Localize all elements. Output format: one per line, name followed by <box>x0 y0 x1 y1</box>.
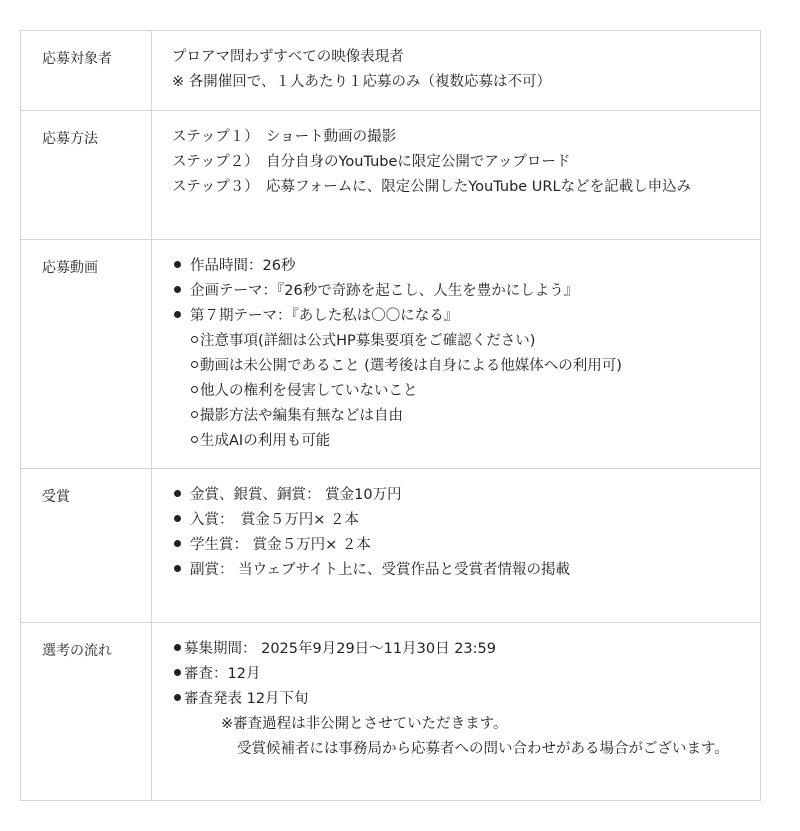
row-content <box>152 111 760 239</box>
bullet-icon <box>174 540 181 547</box>
row-label: 応募動画 <box>21 240 152 468</box>
bullet-text: 審査：12月 <box>184 666 261 682</box>
circle-bullet-icon <box>191 411 198 418</box>
bullet-text: 募集期間： 2025年9月29日〜11月30日 23:59 <box>184 641 496 657</box>
bullet-item <box>172 508 734 533</box>
bullet-item <box>172 662 734 687</box>
bullet-item <box>172 533 734 558</box>
step-line: ステップ３） 応募フォームに、限定公開したYouTube URLなどを記載し申込み <box>172 179 692 195</box>
row-video-requirements <box>21 239 760 468</box>
row-content <box>152 469 760 622</box>
bullet-item <box>172 279 734 304</box>
bullet-text: 副賞： 当ウェブサイト上に、受賞作品と受賞者情報の掲載 <box>190 562 571 578</box>
bullet-text: 作品時間：26秒 <box>190 258 296 274</box>
bullet-item <box>172 304 734 329</box>
step-line: ステップ２） 自分自身のYouTubeに限定公開でアップロード <box>172 154 571 170</box>
row-label: 応募対象者 <box>21 31 152 110</box>
sub-item-text: 撮影方法や編集有無などは自由 <box>200 408 403 424</box>
bullet-text: 企画テーマ：『26秒で奇跡を起こし、人生を豊かにしよう』 <box>190 283 579 299</box>
bullet-icon <box>174 515 181 522</box>
row-label: 応募方法 <box>21 111 152 239</box>
sub-item <box>172 429 734 454</box>
bullet-item <box>172 687 734 712</box>
sub-item <box>172 329 734 354</box>
sub-item <box>172 379 734 404</box>
bullet-icon <box>174 286 181 293</box>
sub-item-text: 生成AIの利用も可能 <box>200 433 331 449</box>
row-application-method <box>21 110 760 239</box>
row-content <box>152 623 760 800</box>
details-table <box>20 30 761 801</box>
bullet-icon <box>174 669 181 676</box>
circle-bullet-icon <box>191 361 198 368</box>
bullet-text: 入賞： 賞金５万円× ２本 <box>190 512 360 528</box>
bullet-icon <box>174 565 181 572</box>
bullet-text: 審査発表 12月下旬 <box>184 691 309 707</box>
row-selection-flow <box>21 622 760 800</box>
circle-bullet-icon <box>191 386 198 393</box>
bullet-icon <box>174 644 181 651</box>
row-eligibility <box>21 31 760 110</box>
bullet-text: 第７期テーマ：『あした私は〇〇になる』 <box>190 308 459 324</box>
bullet-item <box>172 558 734 583</box>
bullet-text: 金賞、銀賞、銅賞： 賞金10万円 <box>190 487 402 503</box>
sub-item <box>172 404 734 429</box>
row-awards <box>21 468 760 622</box>
row-content <box>152 240 760 468</box>
text-line: プロアマ問わずすべての映像表現者 <box>172 49 404 65</box>
step-line: ステップ１） ショート動画の撮影 <box>172 129 397 145</box>
note-line: ※審査過程は非公開とさせていただきます。 <box>221 716 508 732</box>
bullet-item <box>172 483 734 508</box>
sub-item <box>172 354 734 379</box>
bullet-item <box>172 254 734 279</box>
circle-bullet-icon <box>191 436 198 443</box>
bullet-text: 学生賞： 賞金５万円× ２本 <box>190 537 371 553</box>
sub-item-text: 注意事項(詳細は公式HP募集要項をご確認ください) <box>200 333 536 349</box>
sub-item-text: 他人の権利を侵害していないこと <box>200 383 418 399</box>
bullet-icon <box>174 311 181 318</box>
note-line: 受賞候補者には事務局から応募者への問い合わせがある場合がございます。 <box>237 741 729 757</box>
bullet-icon <box>174 694 181 701</box>
sub-item-text: 動画は未公開であること (選考後は自身による他媒体への利用可) <box>200 358 622 374</box>
bullet-item <box>172 637 734 662</box>
row-label: 受賞 <box>21 469 152 622</box>
circle-bullet-icon <box>191 336 198 343</box>
bullet-icon <box>174 261 181 268</box>
bullet-icon <box>174 490 181 497</box>
row-label: 選考の流れ <box>21 623 152 800</box>
row-content <box>152 31 760 110</box>
text-line: ※ 各開催回で、１人あたり１応募のみ（複数応募は不可） <box>172 74 551 90</box>
